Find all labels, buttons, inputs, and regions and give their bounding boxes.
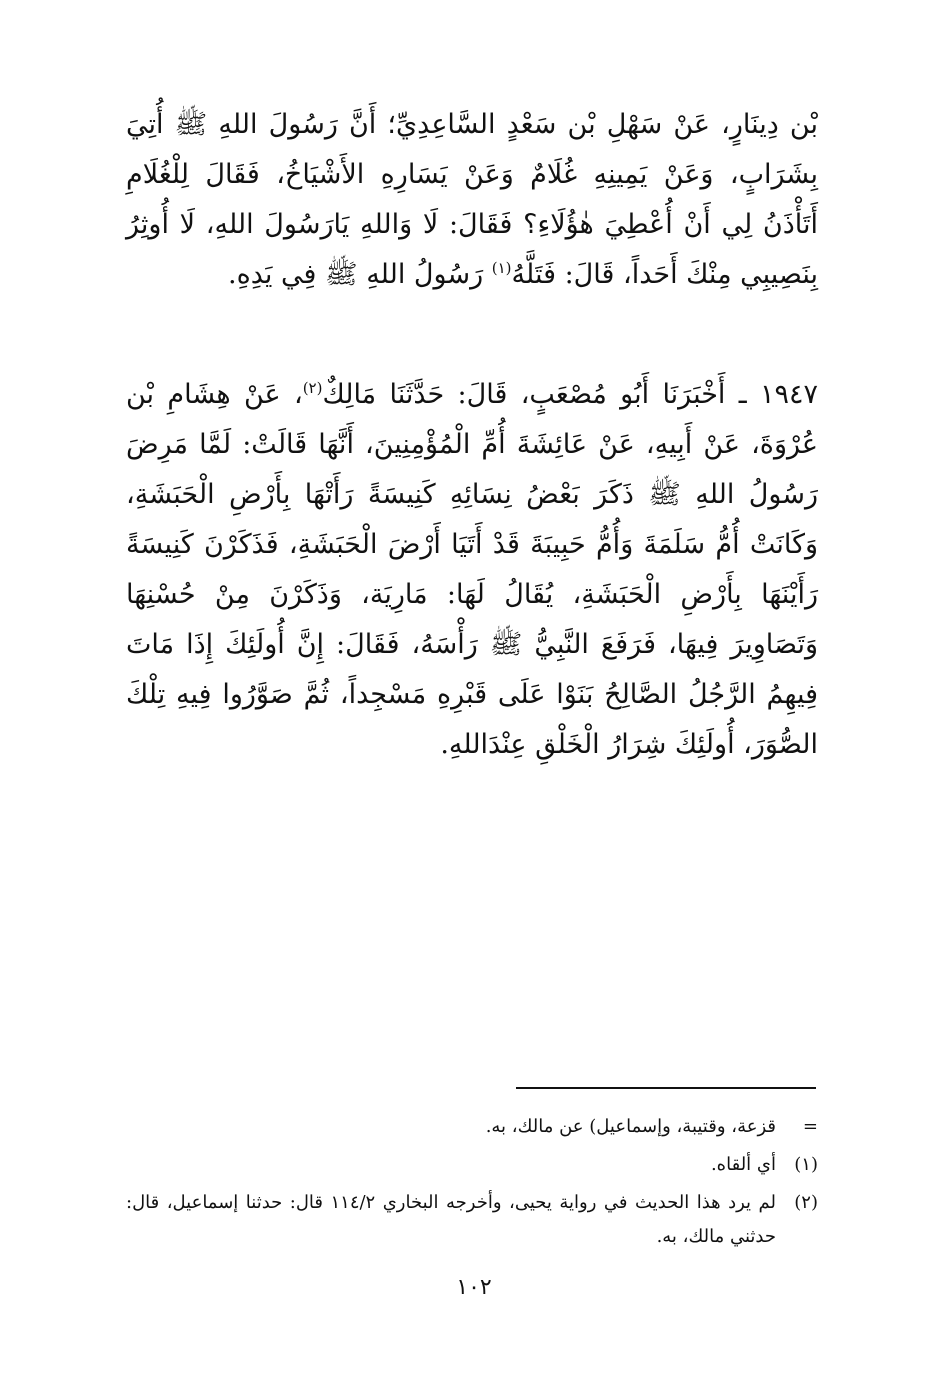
footnote-mark: (١) xyxy=(794,1154,818,1175)
footnote-text: قزعة، وقتيبة، وإسماعيل) عن مالك، به. xyxy=(485,1116,776,1137)
footnote-mark: (٢) xyxy=(794,1192,818,1213)
paragraph-text-after: ، عَنْ هِشَامِ بْن عُرْوَةَ، عَنْ أَبِيهِ، عَنْ عَائِشَةَ أُمِّ الْمُؤْمِنِينَ، أَنَّهَا قَالَتْ: لَمَّا مَرِضَ رَسُولُ اللهِ ﷺ ذَكَرَ بَعْضُ نِسَائِهِ كَنِيسَةً رَأَتْهَا بِأَرْضِ الْحَبَشَةِ، وَكَانَتْ أُمُّ سَلَمَةَ وَأُمُّ حَبِيبَةَ قَدْ أَتَيَا أَرْضَ الْحَبَشَةِ، فَذَكَرْنَ كَنِيسَةً رَأَيْنَهَا بِأَرْضِ الْحَبَشَةِ، يُقَالُ لَهَا: مَارِيَة، وَذَكَرْنَ مِنْ حُسْنِهَا وَتَصَاوِيرَ فِيهَا، فَرَفَعَ النَّبِيُّ ﷺ رَأْسَهُ، فَقَالَ: إِنَّ أُولَئِكَ إِذَا مَاتَ فِيهِمُ الرَّجُلُ الصَّالِحُ بَنَوْا عَلَى قَبْرِهِ مَسْجِداً، ثُمَّ صَوَّرُوا فِيهِ تِلْكَ الصُّوَرَ، أُولَئِكَ شِرَارُ الْخَلْقِ عِنْدَاللهِ. xyxy=(126,379,819,760)
hadith-paragraph-1947 xyxy=(126,370,818,770)
footnote-reference-1: (١) xyxy=(491,259,512,277)
footnotes xyxy=(126,1110,818,1258)
footnote-reference-2: (٢) xyxy=(302,379,323,397)
paragraph-text: ١٩٤٧ ـ أَخْبَرَنَا أَبُو مُصْعَبٍ، قَالَ: حَدَّثَنَا مَالِكٌ xyxy=(322,379,818,410)
page-number: ١٠٢ xyxy=(456,1275,492,1300)
footnote-text: أي ألقاه. xyxy=(710,1154,776,1175)
footnote-mark: = xyxy=(802,1116,818,1137)
footnote-continuation xyxy=(126,1110,818,1144)
paragraph-text: بْن دِينَارٍ، عَنْ سَهْلِ بْن سَعْدٍ السَّاعِدِيِّ؛ أَنَّ رَسُولَ اللهِ ﷺ أُتِيَ بِشَرَابٍ، وَعَنْ يَمِينِهِ غُلَامٌ وَعَنْ يَسَارِهِ الأَشْيَاخُ، فَقَالَ لِلْغُلَامِ أَتَأْذَنُ لِي أَنْ أُعْطِيَ هٰؤُلَاءِ؟ فَقَالَ: لَا وَاللهِ يَارَسُولَ اللهِ، لَا أُوثِرُ بِنَصِيبِي مِنْكَ أَحَداً، قَالَ: فَتَلَّهُ xyxy=(126,109,818,290)
hadith-paragraph-continued xyxy=(126,100,818,300)
footnote-separator xyxy=(516,1087,816,1089)
footnote-text: لم يرد هذا الحديث في رواية يحيى، وأخرجه البخاري ١١٤/٢ قال: حدثنا إسماعيل، قال: حدثني مالك، به. xyxy=(126,1192,777,1247)
footnote-2 xyxy=(126,1186,818,1254)
footnote-1 xyxy=(126,1148,818,1182)
paragraph-text-after: رَسُولُ اللهِ ﷺ فِي يَدِهِ. xyxy=(228,259,492,290)
